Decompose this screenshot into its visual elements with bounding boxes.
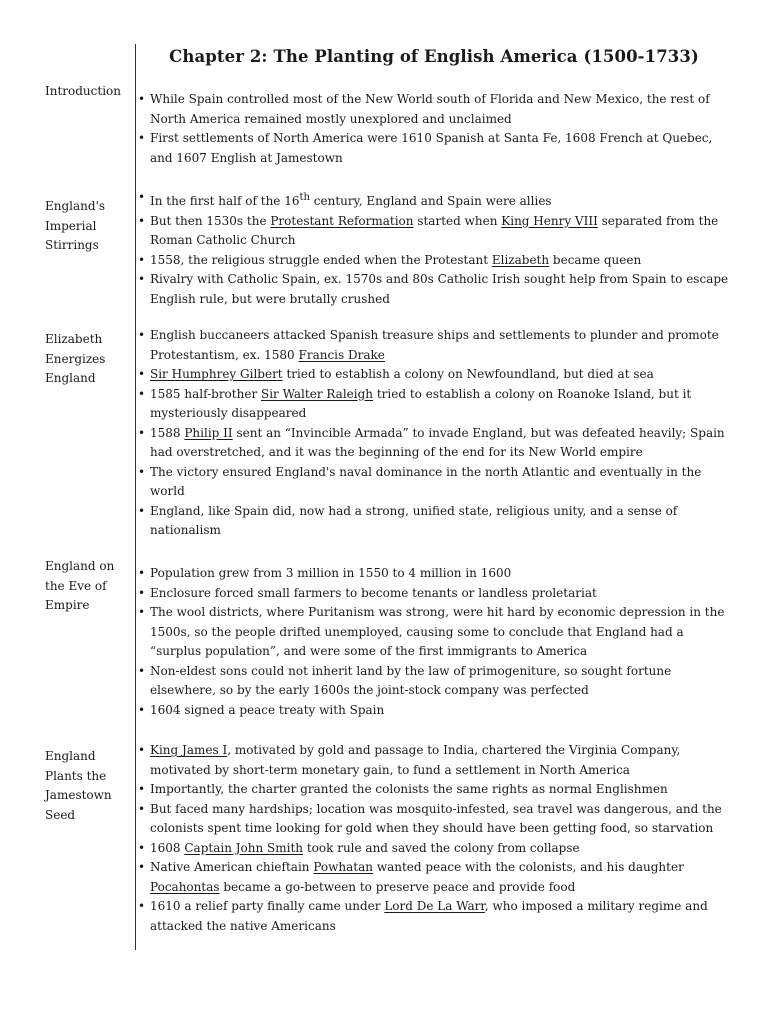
bullet-item bbox=[137, 270, 733, 309]
bullet-text: 1604 signed a peace treaty with Spain bbox=[150, 702, 385, 717]
section-bullets-englands-imperial-stirrings bbox=[137, 188, 733, 309]
section-label-england-on-the-eve-of-empire bbox=[45, 557, 133, 616]
bullet-item bbox=[137, 564, 733, 584]
bullet-text: became a go-between to preserve peace and provide food bbox=[219, 879, 576, 894]
section-label-line: England bbox=[45, 371, 96, 385]
bullet-text: 1588 bbox=[150, 425, 185, 440]
underlined-term: Sir Humphrey Gilbert bbox=[150, 367, 283, 381]
superscript-text: th bbox=[299, 192, 310, 203]
bullet-text: But faced many hardships; location was mosquito-infested, sea travel was dangerous, and the colonists spent time looking for gold when they should have been getting food, so starvation bbox=[150, 801, 722, 835]
bullet-item bbox=[137, 780, 733, 800]
section-label-line: Jamestown bbox=[45, 788, 112, 802]
page-title: Chapter 2: The Planting of English America (1500-1733) bbox=[169, 47, 699, 66]
bullet-item bbox=[137, 897, 733, 936]
bullet-text: While Spain controlled most of the New World south of Florida and New Mexico, the rest of North America remained mostly unexplored and unclaimed bbox=[150, 92, 710, 126]
section-label-englands-imperial-stirrings bbox=[45, 197, 133, 256]
section-label-england-plants-the-jamestown-seed bbox=[45, 747, 133, 825]
bullet-item bbox=[137, 701, 733, 721]
section-label-introduction bbox=[45, 82, 133, 102]
underlined-term: Elizabeth bbox=[491, 252, 550, 267]
section-bullets-england-plants-the-jamestown-seed bbox=[137, 741, 733, 936]
bullet-text: separated from the Roman Catholic Church bbox=[150, 213, 719, 247]
bullet-item bbox=[137, 858, 733, 897]
section-label-elizabeth-energizes-england bbox=[45, 330, 133, 389]
bullet-item bbox=[137, 385, 733, 424]
bullet-text: tried to establish a colony on Roanoke Island, but it mysteriously disappeared bbox=[150, 386, 692, 420]
bullet-text: The wool districts, where Puritanism was strong, were hit hard by economic depression in the 1500s, so the people drifted unemployed, causing some to conclude that England had a “surplus population”, and were some of the first immigrants to America bbox=[150, 605, 725, 658]
column-divider bbox=[135, 44, 136, 950]
bullet-text: became queen bbox=[549, 252, 642, 267]
section-label-line: Energizes bbox=[45, 351, 106, 366]
section-label-line: Plants the bbox=[45, 768, 107, 783]
underlined-term: Sir Walter Raleigh bbox=[261, 386, 374, 401]
bullet-text: started when bbox=[413, 213, 502, 228]
bullet-text: English buccaneers attacked Spanish treasure ships and settlements to plunder and promote Protestantism, ex. 1580 bbox=[150, 328, 719, 362]
bullet-item bbox=[137, 326, 733, 365]
bullet-text: In the first half of the 16 bbox=[150, 194, 300, 208]
bullet-item bbox=[137, 424, 733, 463]
section-label-line: Stirrings bbox=[45, 238, 99, 252]
bullet-item bbox=[137, 800, 733, 839]
bullet-item bbox=[137, 839, 733, 859]
section-label-line: England bbox=[45, 749, 96, 763]
bullet-text: tried to establish a colony on Newfoundland, but died at sea bbox=[282, 367, 654, 381]
section-label-line: Elizabeth bbox=[45, 332, 103, 346]
bullet-text: Population grew from 3 million in 1550 to 4 million in 1600 bbox=[150, 566, 512, 580]
bullet-text: , motivated by gold and passage to India, chartered the Virginia Company, motivated by short-term monetary gain, to fund a settlement in North America bbox=[150, 743, 681, 777]
bullet-item bbox=[137, 463, 733, 502]
bullet-text: First settlements of North America were 1610 Spanish at Santa Fe, 1608 French at Quebec, and 1607 English at Jamestown bbox=[150, 131, 713, 165]
bullet-text: Non-eldest sons could not inherit land by the law of primogeniture, so sought fortune elsewhere, so by the early 1600s the joint-stock company was perfected bbox=[150, 663, 672, 697]
section-label-line: Introduction bbox=[45, 84, 121, 98]
bullet-item bbox=[137, 129, 733, 168]
section-label-line: the Eve of bbox=[45, 578, 107, 593]
underlined-term: Protestant Reformation bbox=[270, 213, 414, 228]
bullet-item bbox=[137, 662, 733, 701]
underlined-term: Captain John Smith bbox=[184, 840, 304, 855]
underlined-term: King Henry VIII bbox=[501, 213, 598, 228]
bullet-text: wanted peace with the colonists, and his daughter bbox=[373, 860, 684, 874]
section-bullets-introduction bbox=[137, 90, 733, 168]
bullet-text: The victory ensured England's naval dominance in the north Atlantic and eventually in the world bbox=[150, 464, 702, 498]
bullet-text: 1610 a relief party finally came under bbox=[150, 899, 385, 913]
bullet-item bbox=[137, 603, 733, 662]
bullet-text: century, England and Spain were allies bbox=[309, 194, 552, 208]
bullet-text: Native American chieftain bbox=[150, 860, 314, 874]
bullet-item bbox=[137, 212, 733, 251]
section-label-line: England on bbox=[45, 559, 115, 573]
underlined-term: King James I bbox=[150, 743, 228, 757]
underlined-term: Philip II bbox=[184, 425, 233, 440]
bullet-item bbox=[137, 188, 733, 212]
bullet-text: Rivalry with Catholic Spain, ex. 1570s and 80s Catholic Irish sought help from Spain to escape English rule, but were brutally crushed bbox=[150, 272, 729, 306]
underlined-term: Pocahontas bbox=[150, 879, 220, 894]
bullet-text: England, like Spain did, now had a strong, unified state, religious unity, and a sense of nationalism bbox=[150, 503, 678, 537]
section-bullets-elizabeth-energizes-england bbox=[137, 326, 733, 541]
bullet-item bbox=[137, 90, 733, 129]
bullet-item bbox=[137, 741, 733, 780]
section-label-line: Seed bbox=[45, 807, 76, 822]
bullet-text: 1608 bbox=[150, 840, 185, 855]
section-label-line: Imperial bbox=[45, 218, 97, 233]
bullet-text: 1585 half-brother bbox=[150, 386, 261, 401]
bullet-text: 1558, the religious struggle ended when the Protestant bbox=[150, 252, 492, 267]
bullet-text: But then 1530s the bbox=[150, 213, 271, 228]
bullet-text: took rule and saved the colony from collapse bbox=[303, 840, 580, 855]
bullet-item bbox=[137, 584, 733, 604]
underlined-term: Lord De La Warr bbox=[384, 899, 485, 913]
underlined-term: Powhatan bbox=[313, 860, 374, 874]
section-bullets-england-on-the-eve-of-empire bbox=[137, 564, 733, 720]
bullet-text: sent an “Invincible Armada” to invade England, but was defeated heavily; Spain had overstretched, and it was the beginning of the end for its New World empire bbox=[150, 425, 725, 459]
bullet-item bbox=[137, 251, 733, 271]
bullet-text: , who imposed a military regime and attacked the native Americans bbox=[150, 899, 708, 933]
section-label-line: England's bbox=[45, 199, 106, 213]
bullet-item bbox=[137, 502, 733, 541]
bullet-text: Enclosure forced small farmers to become tenants or landless proletariat bbox=[150, 585, 597, 600]
bullet-text: Importantly, the charter granted the colonists the same rights as normal Englishmen bbox=[150, 782, 668, 796]
underlined-term: Francis Drake bbox=[298, 347, 385, 362]
section-label-line: Empire bbox=[45, 598, 90, 612]
bullet-item bbox=[137, 365, 733, 385]
